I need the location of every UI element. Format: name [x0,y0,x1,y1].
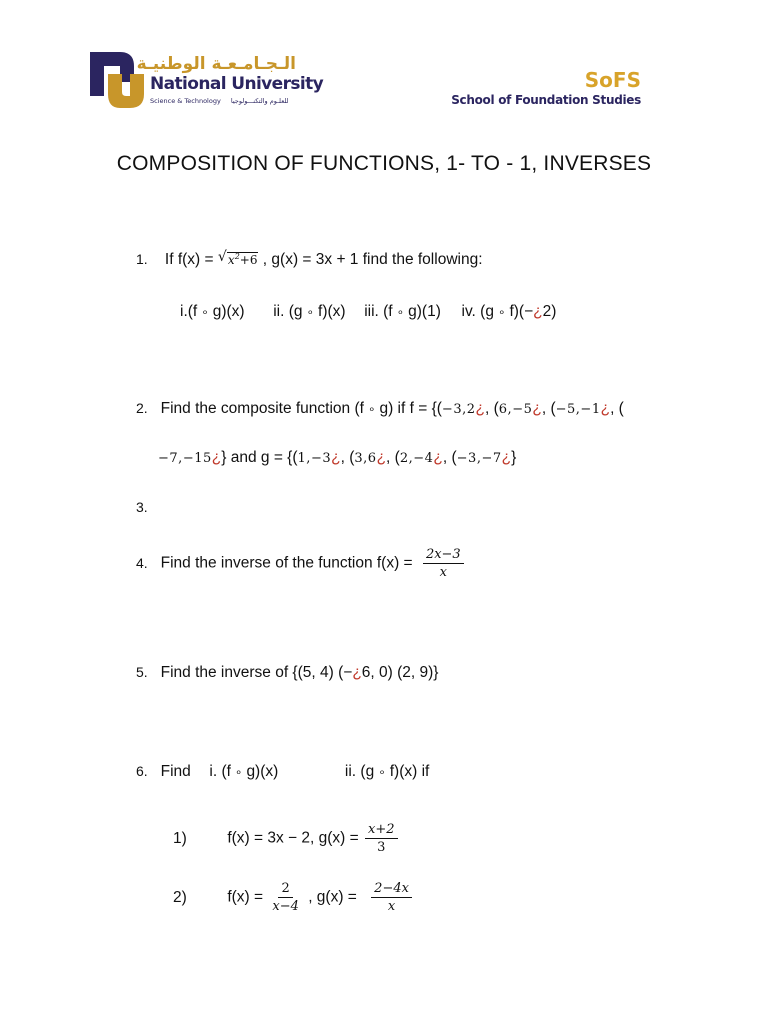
question-3 [136,499,148,517]
inverted-question-mark: ¿ [433,449,443,466]
inverted-question-mark: ¿ [352,664,362,681]
question-number: 1. [136,251,148,267]
question-number: 5. [136,664,148,680]
ordered-pair [542,400,610,417]
pair-comma: , [306,451,311,466]
compose-operator: ∘ [497,305,506,319]
pair-second: −4 [413,451,434,466]
set-close: } [511,449,517,466]
part-iii-end: g)(1) [408,303,441,320]
sqrt-exponent: 2 [234,252,240,261]
sub-label: 2) [173,888,187,906]
question-number: 2. [136,400,148,416]
sofs-logo-text: SoFS [584,68,641,92]
ordered-pair [485,400,542,417]
pair-first: −5 [555,402,576,417]
pair-comma: , [476,451,482,466]
pair-separator: , ( [484,400,499,417]
pair-comma: , [462,402,467,417]
school-name: School of Foundation Studies [451,93,641,107]
logo-subtitle [150,97,288,105]
sub-label: 1) [173,829,187,847]
inverted-question-mark: ¿ [376,449,387,466]
compose-operator: ∘ [378,765,386,779]
pair-first: 3 [354,451,364,466]
part-ii-end: f)(x) [318,303,346,320]
question-2-line-2 [158,449,516,467]
part-i-start: i.(f [180,303,198,320]
question-5 [136,664,438,682]
national-university-logo [90,52,324,110]
fraction-denominator: x [439,565,447,580]
sub-expression-g: , g(x) = [308,888,357,906]
question-4 [136,546,466,581]
pair-second: 2 [466,402,476,417]
question-6 [136,763,429,781]
pair-second: −5 [512,402,533,417]
part-ii-start: ii. (g [273,303,303,320]
fraction-numerator: x+2 [365,821,398,839]
fraction [423,546,464,581]
part-i-start: i. (f [209,763,231,780]
compose-operator: ∘ [306,305,315,319]
part-ii-start: ii. (g [344,763,375,780]
fraction-denominator: x−4 [272,899,299,914]
inverted-question-mark: ¿ [475,400,485,417]
compose-operator: ∘ [367,402,376,416]
part-iv-start: iv. (g [461,303,494,320]
pair-comma: , [575,402,581,417]
question-text: Find the inverse of {(5, 4) (− [160,664,353,681]
logo-university-name: National University [150,74,324,94]
sub-expression: f(x) = 3x − 2, g(x) = [227,829,359,847]
pair-first: 2 [399,451,409,466]
fraction [365,821,398,856]
pair-comma: , [363,451,368,466]
pair-separator: , ( [386,449,400,466]
ordered-pair [442,400,485,417]
part-i-end: g)(x) [246,763,279,780]
compose-operator: ∘ [396,305,405,319]
pair-first: −7 [158,451,179,466]
question-text: Find the composite function (f [160,400,364,417]
fraction-numerator: 2−4x [371,880,412,898]
part-i-end: g)(x) [212,303,245,320]
sub-expression: f(x) = [227,888,264,906]
ordered-pair [386,449,443,466]
sqrt-expression [218,251,259,269]
sqrt-base: x [227,253,235,267]
question-1-parts [180,303,556,321]
logo-subtitle-ar: للعلـوم والتكنـــولوجيا [230,97,289,105]
part-iv-mid: f)(− [509,303,534,320]
logo-subtitle-en: Science & Technology [150,97,221,105]
ordered-pair [443,449,511,466]
nu-logo-icon [90,52,144,108]
pair-first: 1 [297,451,307,466]
fraction [269,880,302,915]
compose-operator: ∘ [201,305,209,319]
set-g [298,449,517,466]
pair-separator: , ( [442,449,457,466]
set-close: } [221,449,227,466]
part-iv-end: 2) [542,303,557,320]
question-1 [136,251,483,269]
question-6-sub-1 [173,821,400,856]
ordered-pair [158,449,221,466]
inverted-question-mark: ¿ [331,449,341,466]
ordered-pair [341,449,386,466]
question-text: Find [160,763,191,780]
pair-comma: , [507,402,513,417]
inverted-question-mark: ¿ [533,303,543,320]
fraction [371,880,412,915]
logo-arabic-name: الـجـامـعـة الوطنيـة [136,54,296,74]
inverted-question-mark: ¿ [211,449,222,466]
fraction-numerator: 2x−3 [423,546,464,564]
part-ii-end: f)(x) if [389,763,430,780]
pair-first: 6 [498,402,508,417]
question-number: 4. [136,554,148,571]
pair-comma: , [178,451,183,466]
inverted-question-mark: ¿ [501,449,512,466]
question-number: 3. [136,499,148,515]
pair-separator: , ( [541,400,556,417]
inverted-question-mark: ¿ [532,400,542,417]
fraction-denominator: x [387,899,396,914]
pair-comma: , [408,451,414,466]
and-g-text: and g = {( [230,449,298,466]
compose-operator: ∘ [234,765,243,779]
pair-second: −3 [310,451,332,466]
question-text-2: g) if f = {( [379,400,442,417]
part-iii-start: iii. (f [364,303,393,320]
pair-first: −3 [441,402,463,417]
question-text: If f(x) = [164,251,214,268]
set-f-continued [158,449,226,466]
question-6-sub-2 [173,880,414,915]
pair-separator: , ( [340,449,355,466]
pair-second: −15 [182,451,212,466]
inverted-question-mark: ¿ [600,400,611,417]
pair-first: −3 [456,451,477,466]
pair-separator: , ( [610,400,624,417]
question-text-end: 6, 0) (2, 9)} [361,664,439,681]
question-2 [136,400,624,418]
set-f [442,400,624,417]
pair-second: 6 [367,451,377,466]
sqrt-rest: +6 [239,253,258,267]
question-number: 6. [136,763,148,779]
ordered-pair [298,449,341,466]
question-text: Find the inverse of the function f(x) = [160,554,413,572]
fraction-denominator: 3 [377,840,386,855]
pair-second: −7 [481,451,502,466]
pair-second: −1 [580,402,601,417]
question-text-post: , g(x) = 3x + 1 find the following: [262,251,483,268]
fraction-numerator: 2 [278,880,292,898]
page-title: COMPOSITION OF FUNCTIONS, 1- TO - 1, INVERSES [116,152,652,175]
